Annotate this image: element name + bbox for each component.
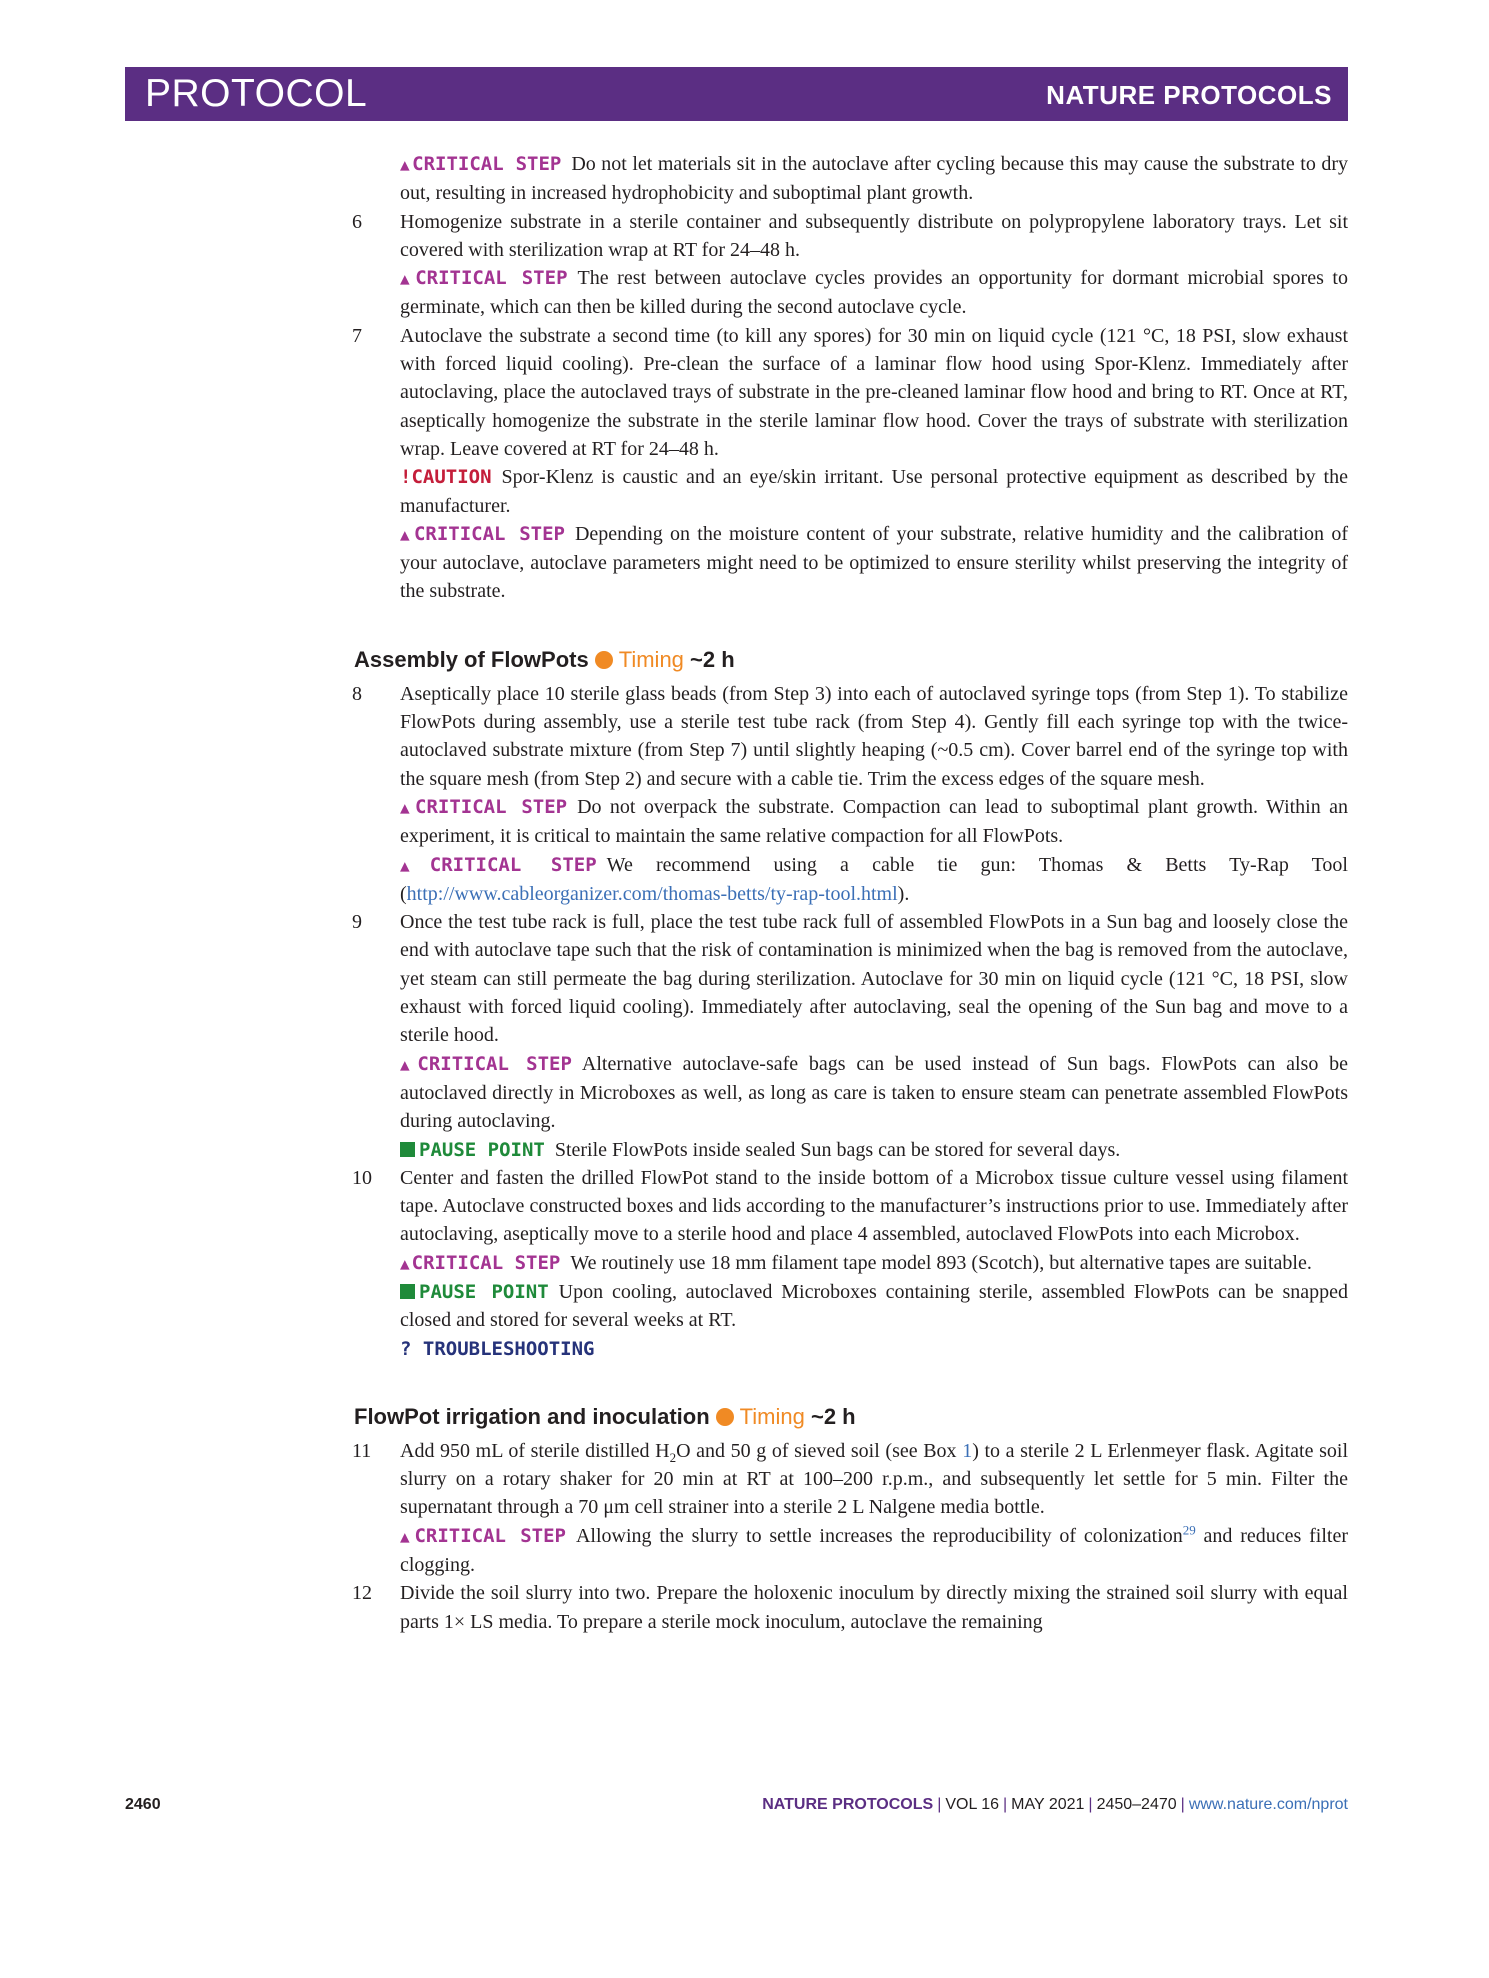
triangle-icon: ▲: [400, 269, 414, 289]
page-footer: [125, 1796, 1348, 1820]
exclamation-icon: !: [400, 466, 412, 489]
triangle-icon: ▲: [400, 1253, 410, 1273]
pause-point-10: PAUSE POINT Upon cooling, autoclaved Microboxes containing sterile, assembled FlowPots can be snapped closed and stored for several weeks at RT.: [400, 1280, 1348, 1332]
pause-point-9: PAUSE POINT Sterile FlowPots inside sealed Sun bags can be stored for several days.: [400, 1136, 1348, 1164]
critical-step-8b: ▲ CRITICAL STEP We recommend using a cable tie gun: Thomas & Betts Ty-Rap Tool (http://www.cableorganizer.com/thomas-betts/ty-rap-tool.html).: [400, 853, 1348, 905]
step-12: [352, 1579, 1348, 1636]
step-text: Add 950 mL of sterile distilled $H_2O$ and 50 g of sieved soil (see Box 1) to a sterile 2 L Erlenmeyer flask. Agitate soil slurry on a rotary shaker for 20 min at RT at 100–200 r.p.m., and subsequently let settle for 5 min. Filter the supernatant through a 70 μm cell strainer into a sterile 2 L Nalgene media bottle.: [400, 1439, 1349, 1519]
step-11: [352, 1437, 1349, 1522]
step-9: [352, 908, 1348, 1049]
triangle-icon: ▲: [400, 1526, 413, 1546]
critical-step-11: ▲ CRITICAL STEP Allowing the slurry to settle increases the reproducibility of colonization$^{29}$ and reduces filter clogging.: [400, 1522, 1348, 1577]
critical-step-5: ▲ CRITICAL STEP Do not let materials sit in the autoclave after cycling because this may cause the substrate to dry out, resulting in increased hydrophobicity and suboptimal plant growth.: [400, 153, 1348, 205]
step-8: [352, 680, 1348, 793]
step-number: 8: [352, 682, 362, 705]
square-icon: [400, 1284, 415, 1299]
journal-name: NATURE PROTOCOLS: [1046, 80, 1332, 110]
critical-step-8a: ▲ CRITICAL STEP Do not overpack the substrate. Compaction can lead to suboptimal plant growth. Within an experiment, it is critical to maintain the same relative compaction for all FlowPots.: [400, 795, 1348, 848]
caution-7: !CAUTION Spor-Klenz is caustic and an eye/skin irritant. Use personal protective equipment as described by the manufacturer.: [400, 466, 1348, 517]
reference-link[interactable]: 29: [1182, 1522, 1196, 1538]
critical-step-6: ▲ CRITICAL STEP The rest between autoclave cycles provides an opportunity for dormant microbial spores to germinate, which can then be killed during the second autoclave cycle.: [400, 267, 1348, 319]
citation: NATURE PROTOCOLS | VOL 16 | MAY 2021 | 2450–2470 | www.nature.com/nprot: [762, 1796, 1348, 1813]
triangle-icon: ▲: [400, 797, 414, 817]
step-number: 12: [352, 1582, 372, 1605]
step-text: Aseptically place 10 sterile glass beads (from Step 3) into each of autoclaved syringe tops (from Step 1). To stabilize FlowPots during assembly, use a sterile test tube rack (from Step 4). Gently fill each syringe top with the twice-autoclaved substrate mixture (from Step 7) until slightly heaping (~0.5 cm). Cover barrel end of the syringe top with the square mesh (from Step 2) and secure with a cable tie. Trim the excess edges of the square mesh.: [400, 682, 1348, 790]
section-heading-assembly: Assembly of FlowPots Timing ~2 h: [354, 646, 735, 672]
page-number: 2460: [125, 1796, 161, 1813]
triangle-icon: ▲: [400, 524, 412, 544]
step-number: 6: [352, 210, 362, 233]
triangle-icon: ▲: [400, 855, 428, 875]
triangle-icon: ▲: [400, 155, 411, 174]
article-body: [352, 150, 1349, 1636]
step-text: Divide the soil slurry into two. Prepare the holoxenic inoculum by directly mixing the strained soil slurry with equal parts 1× LS media. To prepare a sterile mock inoculum, autoclave the remaining: [400, 1582, 1348, 1633]
timing-dot-icon: [716, 1408, 734, 1426]
troubleshooting-link[interactable]: ? TROUBLESHOOTING: [400, 1337, 595, 1360]
section-heading-irrigation: FlowPot irrigation and inoculation Timing ~2 h: [354, 1403, 856, 1429]
triangle-icon: ▲: [400, 1054, 416, 1074]
timing-dot-icon: [595, 651, 613, 669]
step-number: 9: [352, 911, 362, 934]
box-link[interactable]: 1: [962, 1439, 973, 1462]
step-6: [352, 208, 1348, 265]
section-label: PROTOCOL: [145, 72, 368, 115]
step-text: Autoclave the substrate a second time (to kill any spores) for 30 min on liquid cycle (121 °C, 18 PSI, slow exhaust with forced liquid cooling). Pre-clean the surface of a laminar flow hood using Spor-Klenz. Immediately after autoclaving, place the autoclaved trays of substrate in the pre-cleaned laminar flow hood and bring to RT. Once at RT, aseptically homogenize the substrate in the sterile laminar flow hood. Cover the trays of substrate with sterilization wrap. Leave covered at RT for 24–48 h.: [400, 324, 1348, 460]
tool-link[interactable]: http://www.cableorganizer.com/thomas-betts/ty-rap-tool.html: [406, 882, 898, 905]
step-number: 10: [352, 1166, 372, 1189]
journal-url[interactable]: www.nature.com/nprot: [1188, 1796, 1348, 1813]
step-text: Homogenize substrate in a sterile container and subsequently distribute on polypropylene laboratory trays. Let sit covered with sterilization wrap at RT for 24–48 h.: [400, 210, 1348, 261]
critical-step-10: ▲ CRITICAL STEP We routinely use 18 mm filament tape model 893 (Scotch), but alternative tapes are suitable.: [400, 1251, 1312, 1274]
step-text: Center and fasten the drilled FlowPot stand to the inside bottom of a Microbox tissue culture vessel using filament tape. Autoclave constructed boxes and lids according to the manufacturer’s instructions prior to use. Immediately after autoclaving, aseptically move to a sterile hood and place 4 assembled, autoclaved FlowPots into each Microbox.: [400, 1166, 1348, 1246]
running-header: [125, 67, 1348, 121]
step-number: 11: [352, 1439, 372, 1462]
critical-step-7: ▲ CRITICAL STEP Depending on the moisture content of your substrate, relative humidity and the calibration of your autoclave, autoclave parameters might need to be optimized to ensure sterility whilst preserving the integrity of the substrate.: [400, 522, 1348, 603]
critical-step-9: ▲ CRITICAL STEP Alternative autoclave-safe bags can be used instead of Sun bags. FlowPots can also be autoclaved directly in Microboxes as well, as long as care is taken to ensure steam can penetrate assembled FlowPots during autoclaving.: [400, 1052, 1348, 1133]
square-icon: [400, 1142, 415, 1157]
step-7: [352, 322, 1348, 463]
step-number: 7: [352, 324, 362, 347]
step-text: Once the test tube rack is full, place the test tube rack full of assembled FlowPots in a Sun bag and loosely close the end with autoclave tape such that the risk of contamination is minimized when the bag is removed from the autoclave, yet steam can still permeate the bag during sterilization. Autoclave for 30 min on liquid cycle (121 °C, 18 PSI, slow exhaust with forced liquid cooling). Immediately after autoclaving, seal the opening of the Sun bag and move to a sterile hood.: [400, 911, 1348, 1047]
step-10: [352, 1164, 1348, 1249]
